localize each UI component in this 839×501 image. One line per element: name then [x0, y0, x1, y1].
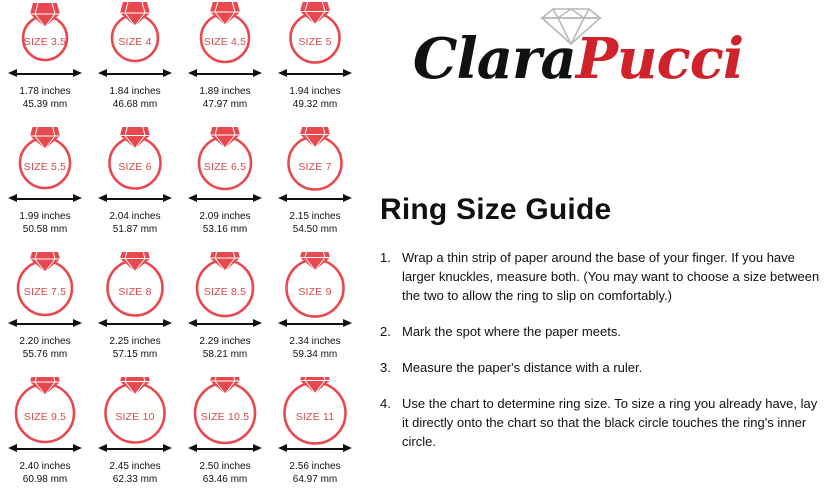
ring-size-label: SIZE 4.5: [203, 36, 247, 48]
ring-size-cell: [270, 375, 360, 500]
measure-arrow: [98, 194, 172, 203]
ring-size-cell: [0, 0, 90, 125]
ring-measurements: [90, 336, 180, 361]
ring-size-inches: 2.34 inches: [289, 336, 341, 347]
step-number: 3.: [380, 360, 391, 375]
ring-illustration: [90, 125, 180, 199]
arrow-right-icon: [163, 69, 172, 77]
ring-size-mm: 53.16 mm: [202, 223, 248, 235]
arrow-line: [286, 448, 344, 450]
ring-size-inches: 2.56 inches: [289, 461, 341, 472]
instruction-step: [380, 248, 820, 305]
ring-measurements: [90, 211, 180, 236]
ring-illustration: [0, 375, 90, 449]
ring-measurements: [180, 461, 270, 486]
ring-illustration: [0, 0, 90, 74]
ring-illustration: [90, 250, 180, 324]
ring-size-inches: 2.50 inches: [199, 461, 251, 472]
ring-illustration: [270, 125, 360, 199]
ring-measurements: [0, 211, 90, 236]
ring-size-cell: [90, 0, 180, 125]
ring-size-label: SIZE 8.5: [203, 286, 247, 298]
ring-illustration: [270, 250, 360, 324]
arrow-right-icon: [343, 444, 352, 452]
measure-arrow: [8, 69, 82, 78]
ring-size-mm: 55.76 mm: [22, 348, 68, 360]
arrow-right-icon: [73, 319, 82, 327]
arrow-line: [106, 323, 164, 325]
ring-size-cell: [0, 125, 90, 250]
arrow-line: [196, 448, 254, 450]
ring-size-inches: 1.89 inches: [199, 86, 251, 97]
arrow-line: [16, 198, 74, 200]
measure-arrow: [278, 194, 352, 203]
arrow-line: [16, 73, 74, 75]
ring-size-cell: [0, 250, 90, 375]
measure-arrow: [278, 444, 352, 453]
ring-measurements: [270, 461, 360, 486]
ring-size-label: SIZE 9: [298, 286, 332, 298]
ring-size-cell: [180, 375, 270, 500]
ring-size-mm: 62.33 mm: [112, 473, 158, 485]
ring-size-label: SIZE 5.5: [23, 161, 67, 173]
ring-size-label: SIZE 6: [118, 161, 152, 173]
arrow-line: [16, 323, 74, 325]
ring-measurements: [0, 461, 90, 486]
arrow-right-icon: [253, 444, 262, 452]
arrow-right-icon: [163, 194, 172, 202]
ring-measurements: [180, 86, 270, 111]
ring-size-chart: [0, 0, 360, 501]
ring-size-inches: 2.25 inches: [109, 336, 161, 347]
ring-measurements: [270, 211, 360, 236]
ring-measurements: [0, 336, 90, 361]
ring-size-inches: 2.20 inches: [19, 336, 71, 347]
ring-size-cell: [90, 375, 180, 500]
guide-panel: [368, 0, 839, 501]
ring-size-label: SIZE 6.5: [203, 161, 247, 173]
ring-size-mm: 59.34 mm: [292, 348, 338, 360]
ring-size-inches: 1.94 inches: [289, 86, 341, 97]
ring-illustration: [90, 0, 180, 74]
arrow-line: [196, 198, 254, 200]
ring-size-inches: 2.45 inches: [109, 461, 161, 472]
brand-name-first: Clara: [412, 26, 576, 92]
brand-name: [378, 26, 778, 92]
ring-size-cell: [90, 125, 180, 250]
ring-size-cell: [180, 0, 270, 125]
ring-measurements: [0, 86, 90, 111]
ring-illustration: [180, 125, 270, 199]
arrow-right-icon: [73, 69, 82, 77]
measure-arrow: [98, 444, 172, 453]
step-text: Measure the paper's distance with a ruler.: [402, 360, 643, 375]
ring-size-cell: [270, 125, 360, 250]
ring-size-cell: [180, 125, 270, 250]
ring-size-label: SIZE 9.5: [23, 411, 67, 423]
ring-size-mm: 63.46 mm: [202, 473, 248, 485]
ring-size-mm: 57.15 mm: [112, 348, 158, 360]
step-text: Mark the spot where the paper meets.: [402, 324, 621, 339]
ring-size-inches: 2.04 inches: [109, 211, 161, 222]
arrow-line: [286, 323, 344, 325]
arrow-right-icon: [343, 69, 352, 77]
measure-arrow: [188, 194, 262, 203]
ring-size-inches: 1.78 inches: [19, 86, 71, 97]
ring-measurements: [270, 336, 360, 361]
ring-size-label: SIZE 5: [298, 36, 332, 48]
ring-size-mm: 49.32 mm: [292, 98, 338, 110]
arrow-line: [196, 73, 254, 75]
ring-size-label: SIZE 8: [118, 286, 152, 298]
ring-size-inches: 1.84 inches: [109, 86, 161, 97]
ring-size-mm: 46.68 mm: [112, 98, 158, 110]
arrow-right-icon: [73, 194, 82, 202]
ring-size-mm: 47.97 mm: [202, 98, 248, 110]
ring-size-label: SIZE 11: [295, 411, 335, 423]
ring-illustration: [0, 250, 90, 324]
measure-arrow: [188, 319, 262, 328]
ring-size-cell: [270, 250, 360, 375]
ring-size-mm: 54.50 mm: [292, 223, 338, 235]
measure-arrow: [98, 69, 172, 78]
measure-arrow: [188, 69, 262, 78]
ring-size-mm: 58.21 mm: [202, 348, 248, 360]
ring-size-inches: 2.40 inches: [19, 461, 71, 472]
arrow-right-icon: [163, 444, 172, 452]
ring-size-cell: [270, 0, 360, 125]
step-text: Wrap a thin strip of paper around the base of your finger. If you have larger knuckles, measure both. (You may want to choose a size between the two to allow the ring to slip on comfortably.): [402, 250, 820, 303]
brand-name-second: Pucci: [575, 26, 744, 92]
ring-illustration: [180, 0, 270, 74]
ring-size-inches: 2.09 inches: [199, 211, 251, 222]
ring-measurements: [180, 336, 270, 361]
ring-size-label: SIZE 10: [115, 411, 155, 423]
ring-illustration: [90, 375, 180, 449]
step-number: 1.: [380, 250, 391, 265]
ring-size-label: SIZE 3.5: [23, 36, 67, 48]
ring-measurements: [90, 461, 180, 486]
instruction-step: [380, 322, 820, 341]
arrow-right-icon: [163, 319, 172, 327]
instruction-list: [380, 248, 820, 468]
ring-size-cell: [90, 250, 180, 375]
arrow-right-icon: [253, 194, 262, 202]
ring-size-mm: 50.58 mm: [22, 223, 68, 235]
ring-size-label: SIZE 4: [118, 36, 152, 48]
arrow-line: [106, 198, 164, 200]
brand-logo: [378, 4, 778, 114]
ring-size-cell: [0, 375, 90, 500]
arrow-line: [286, 198, 344, 200]
ring-size-mm: 51.87 mm: [112, 223, 158, 235]
ring-size-inches: 2.29 inches: [199, 336, 251, 347]
step-text: Use the chart to determine ring size. To size a ring you already have, lay it directly onto the chart so that the black circle touches the ring's inner circle.: [402, 396, 818, 449]
arrow-line: [16, 448, 74, 450]
ring-illustration: [270, 375, 360, 449]
measure-arrow: [8, 319, 82, 328]
measure-arrow: [278, 319, 352, 328]
ring-illustration: [0, 125, 90, 199]
ring-size-mm: 45.39 mm: [22, 98, 68, 110]
instruction-step: [380, 358, 820, 377]
page-title: Ring Size Guide: [380, 193, 612, 226]
measure-arrow: [98, 319, 172, 328]
ring-size-inches: 1.99 inches: [19, 211, 71, 222]
ring-size-label: SIZE 7.5: [23, 286, 67, 298]
ring-measurements: [180, 211, 270, 236]
step-number: 2.: [380, 324, 391, 339]
ring-illustration: [180, 375, 270, 449]
arrow-line: [106, 73, 164, 75]
ring-measurements: [270, 86, 360, 111]
ring-illustration: [180, 250, 270, 324]
arrow-right-icon: [253, 319, 262, 327]
ring-size-cell: [180, 250, 270, 375]
arrow-right-icon: [253, 69, 262, 77]
arrow-right-icon: [343, 319, 352, 327]
ring-size-mm: 60.98 mm: [22, 473, 68, 485]
measure-arrow: [8, 444, 82, 453]
instruction-step: [380, 394, 820, 451]
arrow-right-icon: [343, 194, 352, 202]
arrow-line: [106, 448, 164, 450]
measure-arrow: [278, 69, 352, 78]
ring-size-inches: 2.15 inches: [289, 211, 341, 222]
ring-measurements: [90, 86, 180, 111]
ring-size-label: SIZE 7: [298, 161, 332, 173]
ring-illustration: [270, 0, 360, 74]
measure-arrow: [8, 194, 82, 203]
arrow-right-icon: [73, 444, 82, 452]
arrow-line: [286, 73, 344, 75]
ring-size-label: SIZE 10.5: [200, 411, 250, 423]
arrow-line: [196, 323, 254, 325]
ring-size-mm: 64.97 mm: [292, 473, 338, 485]
step-number: 4.: [380, 396, 391, 411]
measure-arrow: [188, 444, 262, 453]
